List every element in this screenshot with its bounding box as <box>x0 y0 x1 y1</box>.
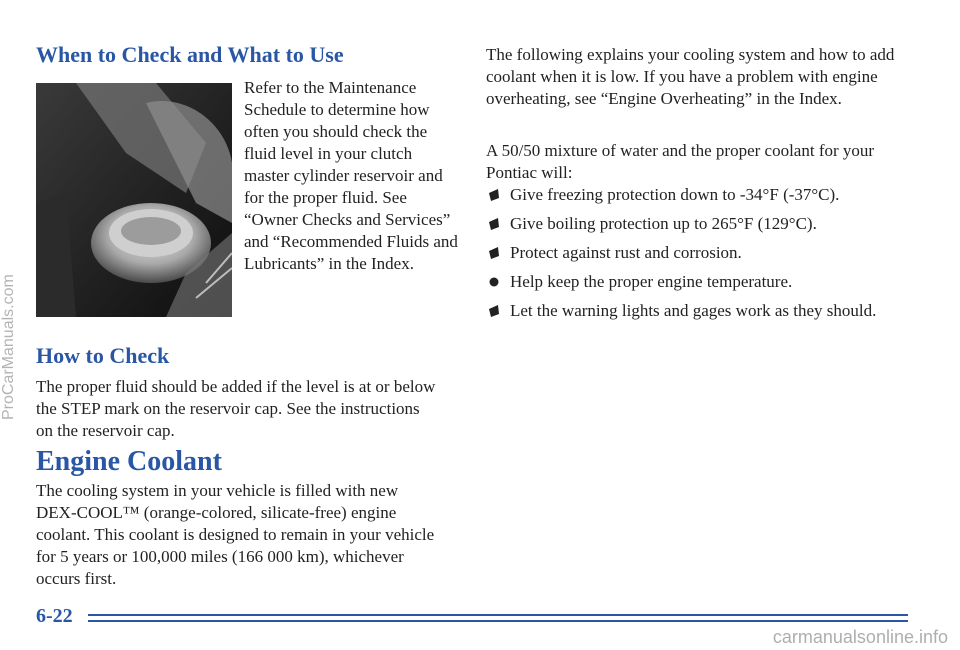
list-item-text: Protect against rust and corrosion. <box>510 243 742 262</box>
list-item <box>486 184 906 206</box>
bullet-icon <box>488 217 500 231</box>
photo-illustration <box>36 83 232 317</box>
footer-rule <box>88 620 908 622</box>
cooling-intro-paragraph: The following explains your cooling system and how to add coolant when it is low. If you have a problem with engine overheating, see “Engine Overheating” in the Index. <box>486 45 895 108</box>
refer-paragraph: Refer to the Maintenance Schedule to determine how often you should check the fluid level in your clutch master cylinder reservoir and for the proper fluid. See “Owner Checks and Services” and “Recommended Fluids and Lubricants” in the Index. <box>244 78 458 273</box>
section-heading-engine-coolant: Engine Coolant <box>36 446 222 477</box>
page-number: 6-22 <box>36 605 73 627</box>
list-item-text: Help keep the proper engine temperature. <box>510 272 793 291</box>
coolant-benefits-list <box>486 184 906 329</box>
bottom-watermark: carmanualsonline.info <box>772 627 948 647</box>
bullet-icon <box>488 188 500 202</box>
bullet-icon <box>488 304 500 318</box>
list-item <box>486 213 906 235</box>
mixture-paragraph: A 50/50 mixture of water and the proper coolant for your Pontiac will: <box>486 141 875 182</box>
clutch-reservoir-photo <box>36 83 232 317</box>
engine-coolant-paragraph: The cooling system in your vehicle is filled with new DEX-COOL™ (orange-colored, silicate-free) engine coolant. This coolant is designed to remain in your vehicle for 5 years or 100,000 miles (166 000 km), whichever occurs first. <box>36 481 435 588</box>
bullet-icon <box>488 246 500 260</box>
section-heading-when-to-check: When to Check and What to Use <box>36 42 344 67</box>
footer-rule <box>88 614 908 616</box>
list-item-text: Give boiling protection up to 265°F (129°C). <box>510 214 817 233</box>
how-to-check-paragraph: The proper fluid should be added if the level is at or below the STEP mark on the reservoir cap. See the instructions on the reservoir cap. <box>36 377 436 440</box>
bullet-icon <box>488 275 500 289</box>
section-heading-how-to-check: How to Check <box>36 343 170 368</box>
list-item <box>486 300 906 322</box>
list-item <box>486 242 906 264</box>
list-item-text: Let the warning lights and gages work as they should. <box>510 301 877 320</box>
list-item <box>486 271 906 293</box>
side-watermark: ProCarManuals.com <box>0 274 17 420</box>
list-item-text: Give freezing protection down to -34°F (-37°C). <box>510 185 840 204</box>
